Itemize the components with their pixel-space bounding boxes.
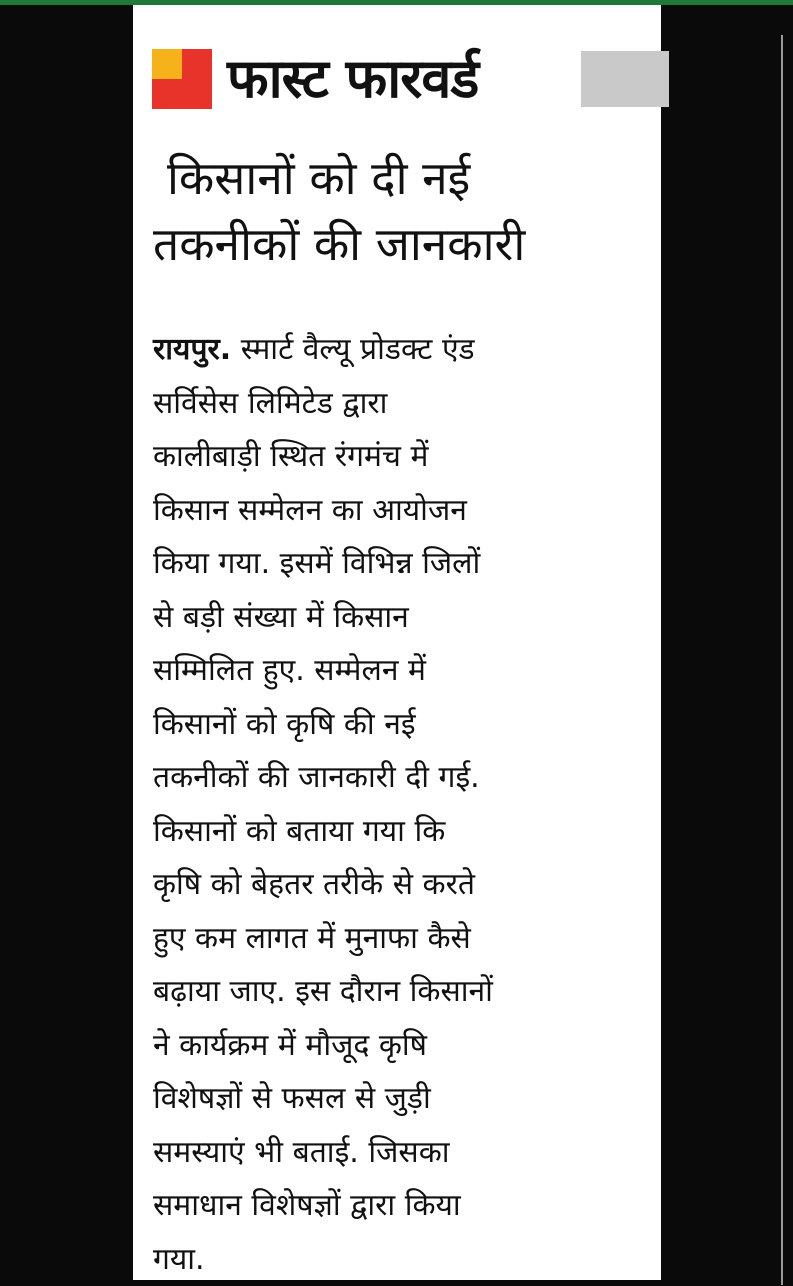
column-divider xyxy=(781,35,783,1285)
headline-line: किसानों को दी नई xyxy=(153,145,643,211)
dateline: रायपुर. xyxy=(153,332,231,367)
article-body xyxy=(153,323,643,1286)
body-line-first xyxy=(153,323,643,377)
body-line: कृषि को बेहतर तरीके से करते xyxy=(153,858,643,912)
body-line: ने कार्यक्रम में मौजूद कृषि xyxy=(153,1019,643,1073)
headline-line: तकनीकों की जानकारी xyxy=(153,211,643,277)
section-header-bar xyxy=(581,51,669,107)
section-header xyxy=(151,45,651,113)
section-title: फास्ट फारवर्ड xyxy=(227,45,478,113)
article-headline xyxy=(153,145,643,277)
body-line: से बड़ी संख्या में किसान xyxy=(153,591,643,645)
section-logo-icon xyxy=(152,49,212,109)
body-text-span: स्मार्ट वैल्यू प्रोडक्ट एंड xyxy=(231,332,474,367)
body-line: किसान सम्मेलन का आयोजन xyxy=(153,484,643,538)
body-line: गया. xyxy=(153,1233,643,1286)
body-line: सर्विसेस लिमिटेड द्वारा xyxy=(153,377,643,431)
body-line: कालीबाड़ी स्थित रंगमंच में xyxy=(153,430,643,484)
body-line: बढ़ाया जाए. इस दौरान किसानों xyxy=(153,965,643,1019)
body-line: किसानों को बताया गया कि xyxy=(153,805,643,859)
body-line: विशेषज्ञों से फसल से जुड़ी xyxy=(153,1072,643,1126)
body-line: किया गया. इसमें विभिन्न जिलों xyxy=(153,537,643,591)
newspaper-clipping xyxy=(133,5,661,1280)
body-line: सम्मिलित हुए. सम्मेलन में xyxy=(153,644,643,698)
body-line: हुए कम लागत में मुनाफा कैसे xyxy=(153,912,643,966)
body-line: किसानों को कृषि की नई xyxy=(153,698,643,752)
body-line: समाधान विशेषज्ञों द्वारा किया xyxy=(153,1179,643,1233)
body-line: तकनीकों की जानकारी दी गई. xyxy=(153,751,643,805)
body-line: समस्याएं भी बताई. जिसका xyxy=(153,1126,643,1180)
logo-yellow-square xyxy=(152,49,182,79)
